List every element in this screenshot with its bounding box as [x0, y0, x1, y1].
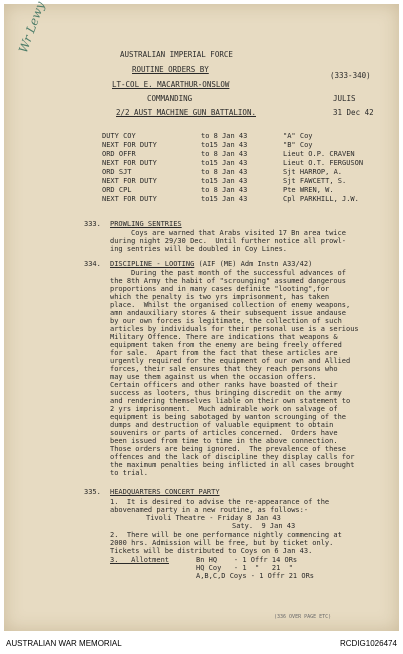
duty-row-assignee: Lieut O.T. FERGUSON	[283, 159, 364, 167]
duty-row-assignee: Pte WREN, W.	[283, 186, 334, 194]
handwritten-annotation: Wr Lewy	[16, 0, 48, 55]
order-334-line: articles by individuals for their personal use is a serious	[110, 325, 359, 333]
header-subtitle: ROUTINE ORDERS BY	[132, 65, 209, 74]
header-battalion: 2/2 AUST MACHINE GUN BATTALION.	[116, 108, 256, 117]
order-335-line: Tivoli Theatre - Friday 8 Jan 43	[146, 514, 281, 522]
order-334-heading-line	[110, 260, 312, 268]
header-title: AUSTRALIAN IMPERIAL FORCE	[120, 50, 233, 59]
order-334-line: place. Whilst the organised collection of enemy weapons,	[110, 301, 351, 309]
continued-note: (336 OVER PAGE ETC)	[274, 614, 332, 620]
order-334-line: Those orders are being ignored. The prevalence of these	[110, 445, 347, 453]
duty-row-label: ORD OFFR	[102, 150, 136, 158]
document-page	[4, 0, 399, 631]
order-335-line: abovenamed party in a new routine, as follows:-	[110, 506, 309, 514]
order-334-line: the maximum penalties being inflicted in all cases brought	[110, 461, 355, 469]
order-334-line: dumps and destruction of valuable equipment to obtain	[110, 421, 334, 429]
duty-row-period: to15 Jan 43	[201, 159, 248, 167]
duty-row-assignee: Lieut O.P. CRAVEN	[283, 150, 355, 158]
order-334-line: offences and the lack of discipline they display calls for	[110, 453, 355, 461]
allotment-row: A,B,C,D Coys - 1 Offr 21 ORs	[196, 572, 315, 580]
duty-row-period: to 8 Jan 43	[201, 168, 248, 176]
header-location: JULIS	[333, 94, 356, 103]
duty-row-label: NEXT FOR DUTY	[102, 141, 157, 149]
order-334-line: been issued from time to time in the above connection.	[110, 437, 338, 445]
footer-record-id: RCDIG1026474	[340, 639, 397, 648]
order-334-line: Certain officers and other ranks have boasted of their	[110, 381, 338, 389]
order-334-line: amn andauxiliary stores & their subsequent issue andause	[110, 309, 347, 317]
header-date: 31 Dec 42	[333, 108, 374, 117]
order-334-line: success as looters, thus bringing discredit on the army	[110, 389, 342, 397]
order-334-heading: DISCIPLINE - LOOTING	[110, 260, 195, 268]
order-335-line: 2. There will be one performance nightly commencing at	[110, 531, 342, 539]
header-officer: LT-COL E. MACARTHUR-ONSLOW	[112, 80, 230, 89]
order-334-line: which the penalty is two yrs imprisonment, has taken	[110, 293, 330, 301]
duty-row-period: to15 Jan 43	[201, 177, 248, 185]
header-commanding: COMMANDING	[147, 94, 193, 103]
duty-row-period: to 8 Jan 43	[201, 150, 248, 158]
duty-row-label: NEXT FOR DUTY	[102, 195, 157, 203]
order-334-line: urgently required for the equipment of our own and Allied	[110, 357, 351, 365]
order-334-reference: (AIF (ME) Adm Instn A33/42)	[194, 260, 313, 268]
order-334-line: Military Offence. There are indications that weapons &	[110, 333, 338, 341]
order-334-line: equipment is being sabotaged by wanton scrounging of the	[110, 413, 347, 421]
duty-row-period: to15 Jan 43	[201, 195, 248, 203]
duty-row-assignee: Sjt FAWCETT, S.	[283, 177, 347, 185]
duty-row-label: NEXT FOR DUTY	[102, 159, 157, 167]
duty-row-label: ORD SJT	[102, 168, 132, 176]
duty-row-assignee: Cpl PARKHILL, J.W.	[283, 195, 359, 203]
order-334-number: 334.	[84, 260, 101, 268]
allotment-row: Bn HQ - 1 Offr 14 ORs	[196, 556, 298, 564]
duty-row-period: to 8 Jan 43	[201, 132, 248, 140]
order-334-line: may use them against us when the occasion offers.	[110, 373, 325, 381]
duty-row-period: to 8 Jan 43	[201, 186, 248, 194]
archive-footer	[0, 631, 403, 654]
order-334-line: souvenirs or parts of articles concerned. Orders have	[110, 429, 338, 437]
order-333-number: 333.	[84, 220, 101, 228]
order-335-line: 1. It is desired to advise the re-appearance of the	[110, 498, 330, 506]
order-335-line: Saty. 9 Jan 43	[232, 522, 296, 530]
order-335-line: Tickets will be distributed to Coys on 6 Jan 43.	[110, 547, 313, 555]
order-range: (333-340)	[330, 71, 371, 80]
order-333-line: Coys are warned that Arabs visited 17 Bn area twice	[131, 229, 346, 237]
order-335-line: 2000 hrs. Admission will be free, but by ticket only.	[110, 539, 334, 547]
duty-row-assignee: Sjt HARROP, A.	[283, 168, 343, 176]
order-334-line: by our own forces is legitimate, the collection of such	[110, 317, 342, 325]
duty-row-assignee: "B" Coy	[283, 141, 313, 149]
order-334-line: 2 yrs imprisonment. Much admirable work on salvage of	[110, 405, 338, 413]
duty-row-label: DUTY COY	[102, 132, 136, 140]
footer-institution: AUSTRALIAN WAR MEMORIAL	[6, 639, 122, 648]
allotment-label: 3. Allotment	[110, 556, 170, 564]
allotment-row: HQ Coy - 1 " 21 "	[196, 564, 293, 572]
order-335-heading: HEADQUARTERS CONCERT PARTY	[110, 488, 220, 496]
order-334-line: the 8th Army the habit of "scrounging" assumed dangerous	[110, 277, 347, 285]
order-335-number: 335.	[84, 488, 101, 496]
order-333-heading: PROWLING SENTRIES	[110, 220, 182, 228]
duty-row-assignee: "A" Coy	[283, 132, 313, 140]
order-334-line: forces, their sale ensures that they reach persons who	[110, 365, 338, 373]
order-334-line: equipment taken from the enemy are being freely offered	[110, 341, 342, 349]
order-334-line: proportions and in many cases definite "looting",for	[110, 285, 330, 293]
order-333-line: ing sentries will be doubled in Coy Lines.	[110, 245, 288, 253]
order-334-line: During the past month of the successful advances of	[131, 269, 346, 277]
duty-row-label: NEXT FOR DUTY	[102, 177, 157, 185]
duty-row-period: to15 Jan 43	[201, 141, 248, 149]
duty-row-label: ORD CPL	[102, 186, 132, 194]
order-334-line: and rendering themselves liable on their own statement to	[110, 397, 351, 405]
order-334-line: to trial.	[110, 469, 148, 477]
order-333-line: during night 29/30 Dec. Until further notice all prowl-	[110, 237, 347, 245]
order-334-line: for sale. Apart from the fact that these articles are	[110, 349, 338, 357]
